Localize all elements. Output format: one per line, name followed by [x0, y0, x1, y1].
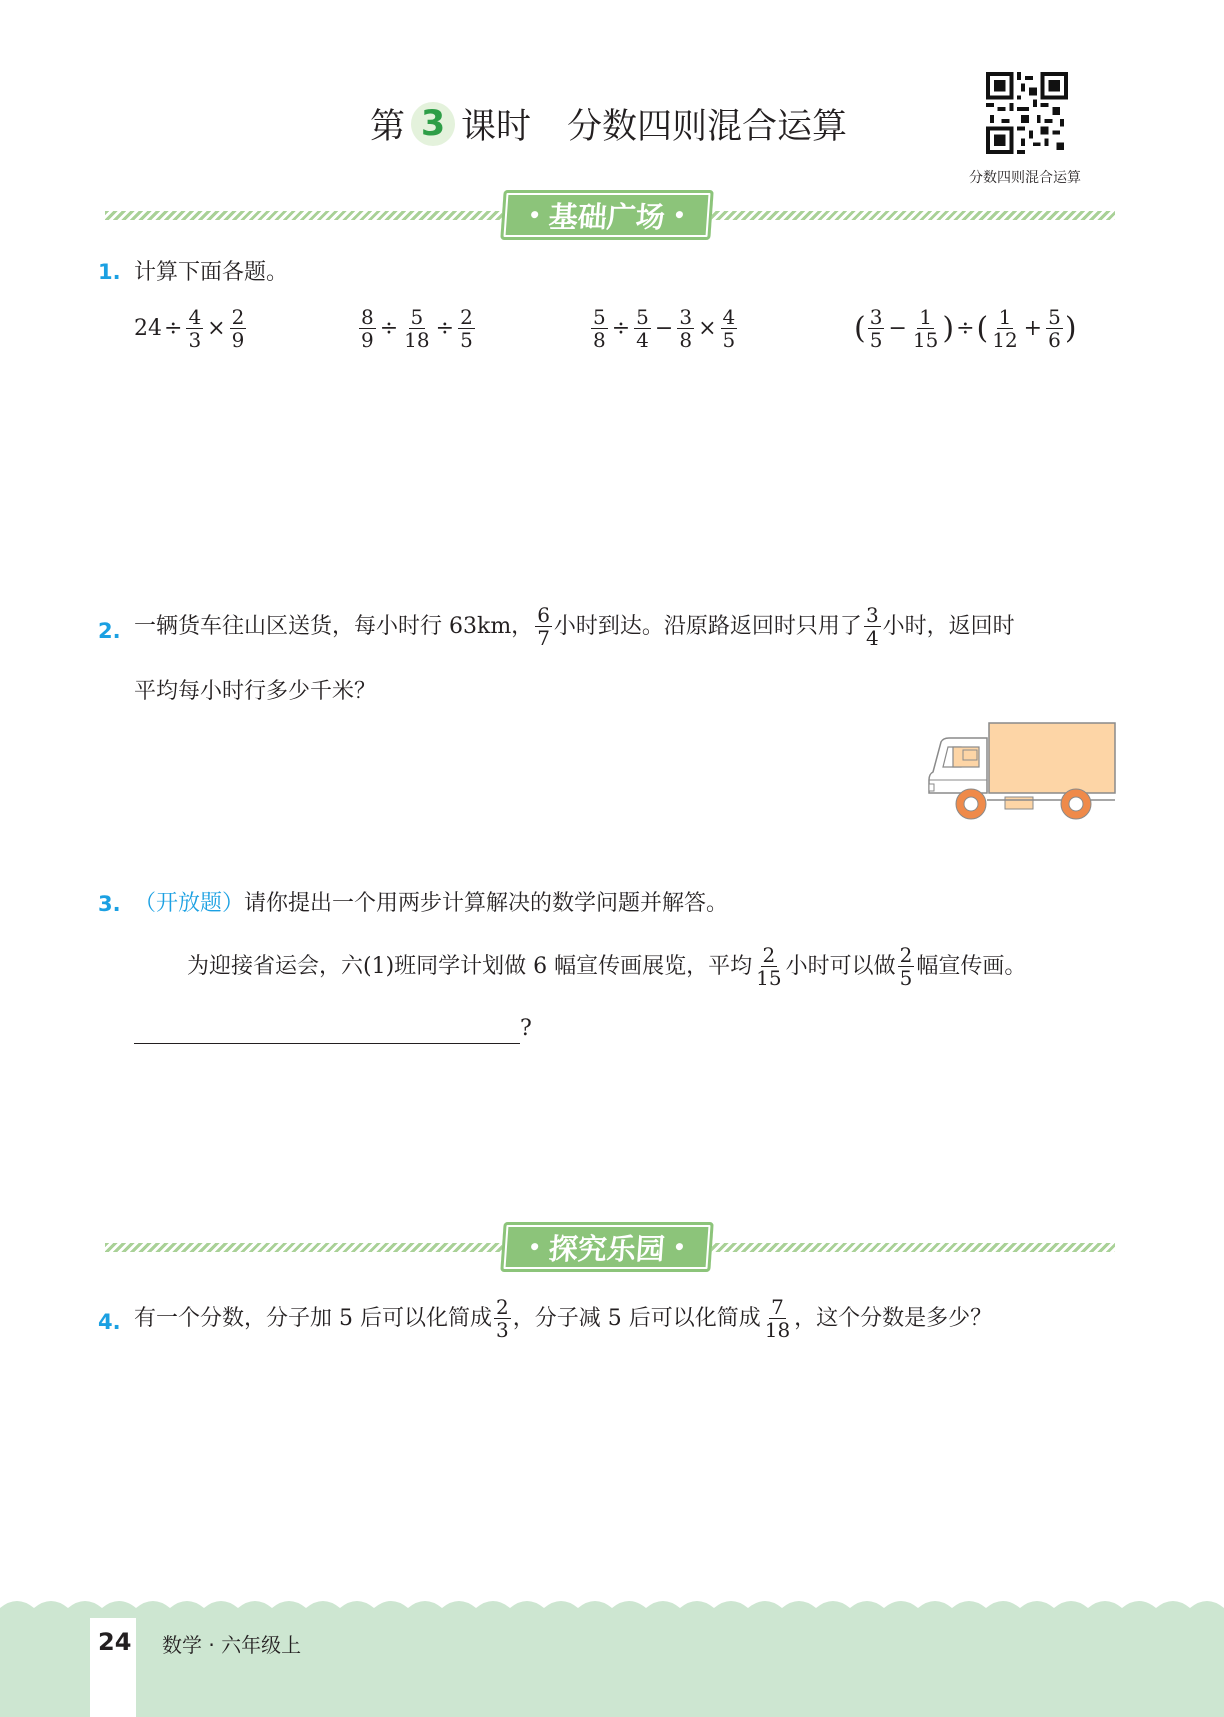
section-banner-explore: • 探究乐园 • [500, 1222, 713, 1272]
page-title [370, 96, 847, 152]
title-prefix: 第 [370, 107, 406, 147]
lesson-number-badge: 3 [411, 102, 455, 146]
footer-wave-edge [0, 1600, 1224, 1622]
fraction: $\frac{2}{3}$ [496, 1295, 509, 1342]
fraction: $\frac{7}{18}$ [764, 1295, 791, 1342]
title-topic: 分数四则混合运算 [567, 107, 848, 147]
section-banner-basic: • 基础广场 • [500, 190, 713, 240]
problem-number: 1. [98, 260, 121, 284]
fraction: $\frac{4}{5}$ [722, 305, 736, 352]
problem-number: 2. [98, 619, 121, 643]
problem-number: 4. [98, 1310, 121, 1334]
problem-text-line2: 平均每小时行多少千米？ [134, 679, 377, 704]
fraction: $\frac{3}{5}$ [869, 305, 883, 352]
fraction: $\frac{2}{15}$ [756, 943, 782, 990]
title-lesson: 课时 [461, 107, 532, 147]
fraction: $\frac{2}{9}$ [231, 305, 245, 352]
fraction: $\frac{1}{12}$ [992, 305, 1018, 352]
fraction: $\frac{1}{15}$ [912, 305, 939, 352]
fraction: $\frac{4}{3}$ [188, 305, 202, 352]
problem-scenario: 为迎接省运会，六(1)班同学计划做 6 幅宣传画展览，平均 $\frac{2}{15}$ 小时可以做 $\frac{2}{5}$ 幅宣传画。 [187, 943, 1027, 990]
fraction: $\frac{2}{5}$ [899, 943, 913, 990]
expression-3: $\frac{5}{8}$ ÷ $\frac{5}{4}$ − $\frac{3}{8}$ × $\frac{4}{5}$ [593, 305, 736, 352]
fraction: $\frac{5}{4}$ [636, 305, 649, 352]
expression-1: 24 ÷ $\frac{4}{3}$ × $\frac{2}{9}$ [134, 305, 245, 352]
problem-number: 3. [98, 892, 121, 916]
fraction: $\frac{5}{18}$ [404, 305, 430, 352]
section-title: 基础广场 [547, 199, 667, 234]
truck-illustration [925, 720, 1121, 825]
qr-code-icon[interactable] [986, 72, 1068, 154]
fraction: $\frac{5}{8}$ [593, 305, 606, 352]
page-number: 24 [98, 1628, 132, 1656]
open-question-tag: （开放题） [134, 891, 245, 916]
fraction: $\frac{6}{7}$ [537, 603, 550, 650]
problem-text: 计算下面各题。 [134, 260, 289, 285]
expression-2: $\frac{8}{9}$ ÷ $\frac{5}{18}$ ÷ $\frac{2}{5}$ [361, 305, 473, 352]
fraction: $\frac{3}{8}$ [679, 305, 693, 352]
fraction: $\frac{8}{9}$ [361, 305, 374, 352]
expression-4: ( $\frac{3}{5}$ − $\frac{1}{15}$ ) ÷ ( $\frac{1}{12}$ + $\frac{5}{6}$ ) [854, 305, 1077, 352]
fraction: $\frac{5}{6}$ [1048, 305, 1061, 352]
answer-blank-line[interactable]: ? [134, 1014, 532, 1044]
book-title: 数学 · 六年级上 [162, 1633, 302, 1657]
problem-text: （开放题）请你提出一个用两步计算解决的数学问题并解答。 [134, 891, 729, 916]
problem-text: 一辆货车往山区送货，每小时行 63km， $\frac{6}{7}$ 小时到达。沿原路返回时只用了 $\frac{3}{4}$ 小时，返回时 [134, 603, 1015, 650]
fraction: $\frac{3}{4}$ [865, 603, 879, 650]
qr-caption: 分数四则混合运算 [969, 170, 1081, 186]
problem-text: 有一个分数，分子加 5 后可以化简成 $\frac{2}{3}$ ，分子减 5 后可以化简成 $\frac{7}{18}$ ，这个分数是多少？ [134, 1295, 993, 1342]
section-title: 探究乐园 [547, 1231, 667, 1266]
fraction: $\frac{2}{5}$ [460, 305, 473, 352]
